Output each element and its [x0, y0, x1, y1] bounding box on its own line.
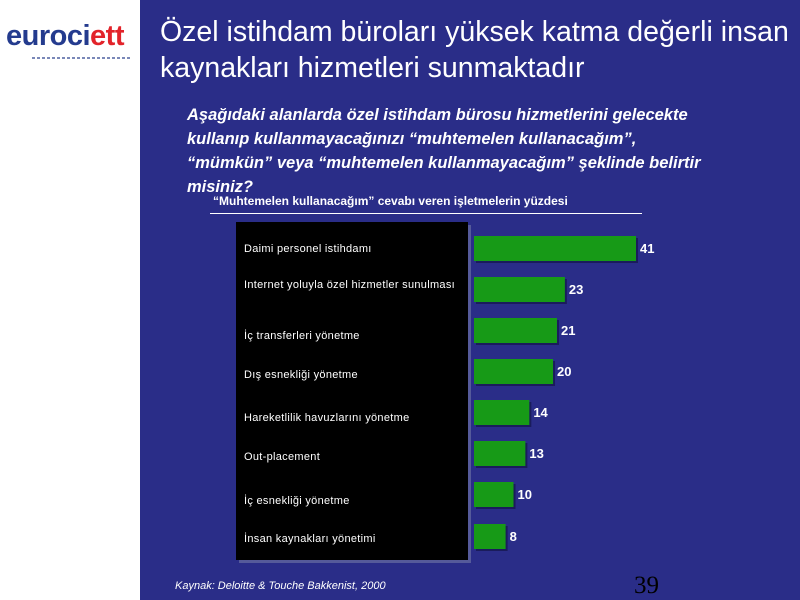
bar-value-label: 41: [640, 241, 655, 256]
logo-text-accent: ett: [90, 20, 124, 52]
category-label: Dış esnekliği yönetme: [244, 369, 358, 381]
bar-6: [474, 482, 514, 507]
survey-question: Aşağıdaki alanlarda özel istihdam bürosu hizmetlerini gelecekte kullanıp kullanmayacağınızı “muhtemelen kullanacağım”, “mümkün” veya “muhtemelen kullanmayacağım” şeklinde belirtir misiniz?: [187, 106, 701, 196]
bar-value-label: 20: [557, 364, 572, 379]
category-label: İç transferleri yönetme: [244, 330, 360, 342]
bar-value-label: 13: [529, 446, 544, 461]
bar-value-label: 10: [517, 487, 532, 502]
bar-7: [474, 524, 506, 549]
source-note: Kaynak: Deloitte & Touche Bakkenist, 2000: [175, 580, 386, 592]
category-label: Out-placement: [244, 451, 321, 463]
bar-0: [474, 236, 636, 261]
bar-5: [474, 441, 525, 466]
chart-title: “Muhtemelen kullanacağım” cevabı veren işletmelerin yüzdesi: [213, 194, 568, 208]
bar-1: [474, 277, 565, 302]
bar-value-label: 14: [533, 405, 548, 420]
bar-2: [474, 318, 557, 343]
bar-3: [474, 359, 553, 384]
category-label: İç esnekliği yönetme: [244, 495, 350, 507]
page-number: 39: [634, 572, 659, 599]
category-label: Internet yoluyla özel hizmetler sunulması: [244, 279, 456, 291]
category-label: Daimi personel istihdamı: [244, 243, 372, 255]
category-label: Hareketlilik havuzlarını yönetme: [244, 412, 410, 424]
bar-value-label: 21: [560, 323, 576, 338]
bar-value-label: 23: [568, 282, 584, 297]
bar-4: [474, 400, 529, 425]
slide-title: Özel istihdam büroları yüksek katma değerli insan kaynakları hizmetleri sunmaktadır: [160, 16, 789, 84]
bar-value-label: 8: [509, 529, 517, 544]
category-label: İnsan kaynakları yönetimi: [244, 533, 376, 545]
logo-text-main: euroci: [6, 20, 91, 52]
